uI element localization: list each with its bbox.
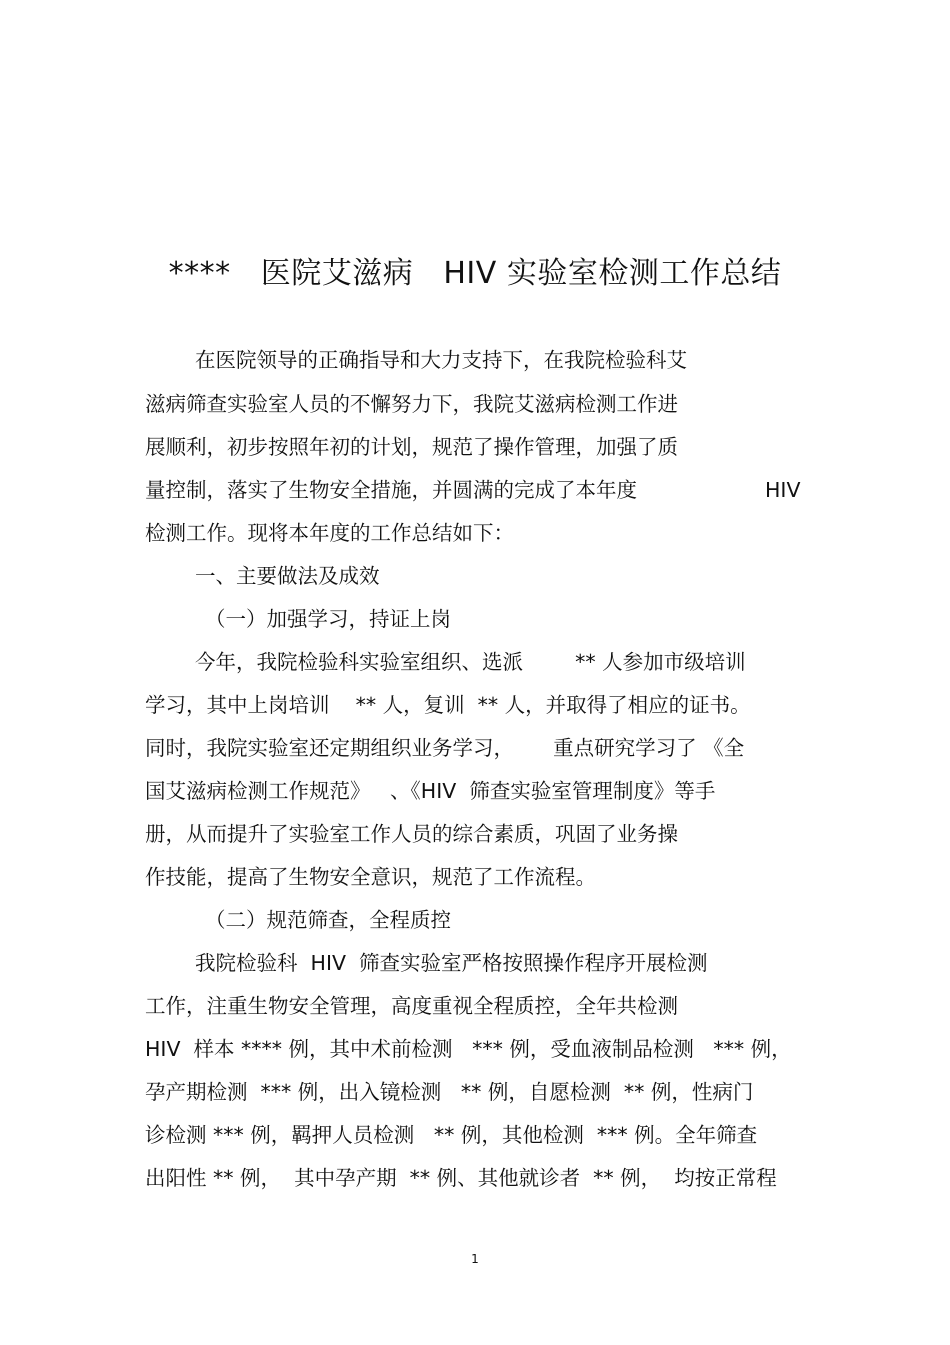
subsection-heading: （二）规范筛查，全程质控 — [205, 908, 451, 932]
paragraph-line-hiv-token: HIV — [765, 478, 801, 502]
paragraph-line: 学习，其中上岗培训 ** 人，复训 ** 人，并取得了相应的证书。 — [145, 693, 751, 717]
paragraph-line: 量控制，落实了生物安全措施，并圆满的完成了本年度 — [145, 478, 637, 502]
section-heading: 一、主要做法及成效 — [195, 564, 380, 588]
page-number: 1 — [471, 1252, 479, 1266]
paragraph-line: 我院检验科 HIV 筛查实验室严格按照操作程序开展检测 — [195, 951, 708, 975]
paragraph-line: 展顺利，初步按照年初的计划，规范了操作管理，加强了质 — [145, 435, 678, 459]
paragraph-line: 出阳性 ** 例， 其中孕产期 ** 例、其他就诊者 ** 例， 均按正常程 — [145, 1166, 777, 1190]
paragraph-line: 孕产期检测 *** 例，出入镜检测 ** 例，自愿检测 ** 例，性病门 — [145, 1080, 754, 1104]
paragraph-line: 册，从而提升了实验室工作人员的综合素质，巩固了业务操 — [145, 822, 678, 846]
page-title: **** 医院艾滋病 HIV 实验室检测工作总结 — [168, 256, 782, 291]
paragraph-line: 滋病筛查实验室人员的不懈努力下，我院艾滋病检测工作进 — [145, 392, 678, 416]
paragraph-line: HIV 样本 **** 例，其中术前检测 *** 例，受血液制品检测 *** 例， — [145, 1037, 792, 1061]
paragraph-line: 作技能，提高了生物安全意识，规范了工作流程。 — [145, 865, 596, 889]
paragraph-line: 国艾滋病检测工作规范》 、《HIV 筛查实验室管理制度》等手 — [145, 779, 716, 803]
paragraph-line: 在医院领导的正确指导和大力支持下，在我院检验科艾 — [195, 348, 687, 372]
paragraph-line: 诊检测 *** 例，羁押人员检测 ** 例，其他检测 *** 例。全年筛查 — [145, 1123, 758, 1147]
subsection-heading: （一）加强学习，持证上岗 — [205, 607, 451, 631]
paragraph-line: 工作，注重生物安全管理，高度重视全程质控，全年共检测 — [145, 994, 678, 1018]
paragraph-line: 检测工作。现将本年度的工作总结如下： — [145, 521, 514, 545]
paragraph-line: 同时，我院实验室还定期组织业务学习， 重点研究学习了 《全 — [145, 736, 745, 760]
paragraph-line: 今年，我院检验科实验室组织、选派 ** 人参加市级培训 — [195, 650, 746, 674]
